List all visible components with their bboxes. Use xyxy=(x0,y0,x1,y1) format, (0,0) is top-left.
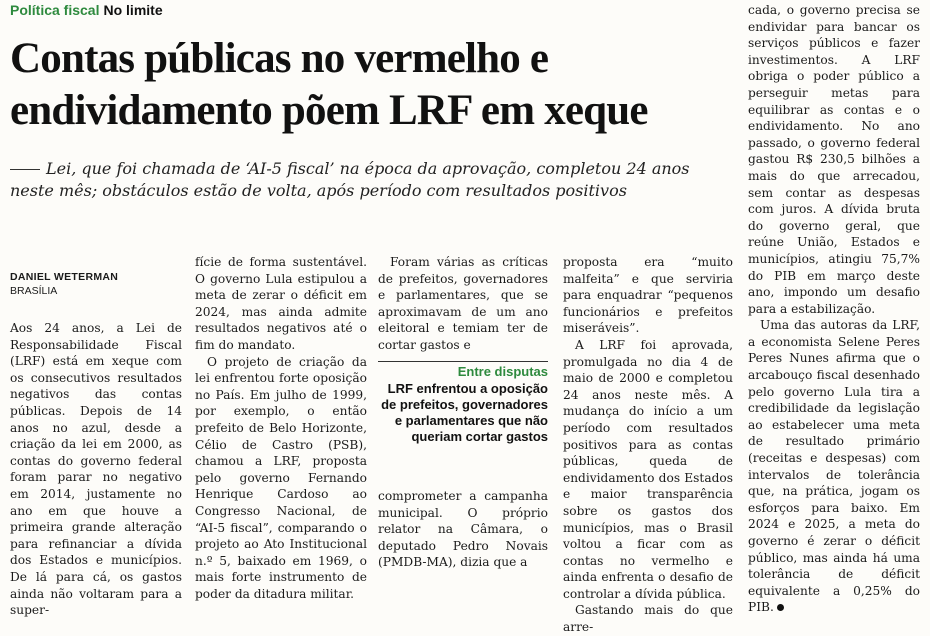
column-3-bottom xyxy=(378,488,548,571)
column-3-top xyxy=(378,254,548,354)
paragraph: Aos 24 anos, a Lei de Responsabilidade Fiscal (LRF) está em xeque com os consecutivos resultados negativos das contas públicas. Depois de 14 anos no azul, desde a criação da lei em 2000, as contas do governo federal foram parar no negativo em 2014, justamente no ano em que houve a primeira grande alteração para refinanciar a dívida dos Estados e municípios. De lá para cá, os gastos ainda não voltaram para a super- xyxy=(10,321,182,618)
paragraph-text: Uma das autoras da LRF, a economista Selene Peres Peres Nunes afirma que o arcabouço fiscal desenhado pelo governo Lula tira a credibilidade da legislação ao estabelecer uma meta de resultado primário (receitas e despesas) com intervalos de tolerância que, na prática, jogam os esforços para baixo. Em 2024 e 2025, a meta do governo é zerar o déficit público, mas ainda há uma tolerância de déficit equivalente a 0,25% do PIB. xyxy=(748,318,920,615)
paragraph: cada, o governo precisa se endividar para bancar os serviços públicos e fazer investimentos. A LRF obriga o poder público a perseguir metas para equilibrar as contas e o endividamento. No ano passado, o governo federal gastou R$ 230,5 bilhões a mais do que arrecadou, sem contar as despesas com juros. A dívida bruta do governo geral, que reúne União, Estados e municípios, atingiu 75,7% do PIB em março deste ano, impondo um desafio para a estabilização. xyxy=(748,3,920,316)
deck xyxy=(10,158,735,202)
paragraph xyxy=(748,317,920,616)
pull-quote xyxy=(378,361,548,445)
paragraph: comprometer a campanha municipal. O próprio relator na Câmara, o deputado Pedro Novais (PMDB-MA), dizia que a xyxy=(378,489,548,570)
column-2 xyxy=(195,254,367,602)
section-label: Política fiscal xyxy=(10,2,100,18)
byline-place: BRASÍLIA xyxy=(10,285,58,297)
column-4 xyxy=(563,254,733,636)
paragraph: fície de forma sustentável. O governo Lula estipulou a meta de zerar o déficit em 2024, mas ainda admite resultados negativos até o fim do mandato. xyxy=(195,255,367,352)
headline xyxy=(10,33,735,137)
end-mark-icon xyxy=(777,604,784,611)
headline-line-1: Contas públicas no vermelho e xyxy=(10,35,549,82)
paragraph: O projeto de criação da lei enfrentou forte oposição no País. Em julho de 1999, por exemplo, o então prefeito de Belo Horizonte, Célio de Castro (PSB), chamou a LRF, proposta pelo governo Fernando Henrique Cardoso ao Congresso Nacional, de “AI-5 fiscal”, comparando o projeto ao Ato Institucional n.º 5, baixado em 1969, o mais forte instrumento de poder da ditadura militar. xyxy=(195,354,367,601)
column-1 xyxy=(10,320,182,619)
paragraph: A LRF foi aprovada, promulgada no dia 4 de maio de 2000 e completou 24 anos neste mês. A mudança do início a um período com resultados positivos para as contas públicas, queda de endividamento dos Estados e maior transparência sobre os gastos dos municípios, mas o Brasil voltou a ficar com as contas no vermelho e ainda enfrenta o desafio de controlar a dívida pública. xyxy=(563,337,733,601)
section-tag xyxy=(10,2,163,18)
deck-text: Lei, que foi chamada de ‘AI-5 fiscal’ na época da aprovação, completou 24 anos neste mês; obstáculos estão de volta, após período com resultados positivos xyxy=(10,159,690,200)
paragraph: proposta era “muito malfeita” e que serviria para enquadrar “pequenos funcionários e prefeitos miseráveis”. xyxy=(563,255,733,336)
deck-rule xyxy=(10,169,40,170)
byline xyxy=(10,270,118,298)
pull-quote-label: Entre disputas xyxy=(457,364,548,379)
byline-author: DANIEL WETERMAN xyxy=(10,271,119,283)
column-5 xyxy=(748,2,920,616)
section-sublabel: No limite xyxy=(103,2,163,18)
paragraph: Gastando mais do que arre- xyxy=(563,603,733,635)
paragraph: Foram várias as críticas de prefeitos, governadores e parlamentares, que se aproximavam de um ano eleitoral e temiam ter de cortar gastos e xyxy=(378,255,548,352)
headline-line-2: endividamento põem LRF em xeque xyxy=(10,87,648,134)
pull-quote-text: LRF enfrentou a oposição de prefeitos, governadores e parlamentares que não queriam cortar gastos xyxy=(381,381,548,444)
